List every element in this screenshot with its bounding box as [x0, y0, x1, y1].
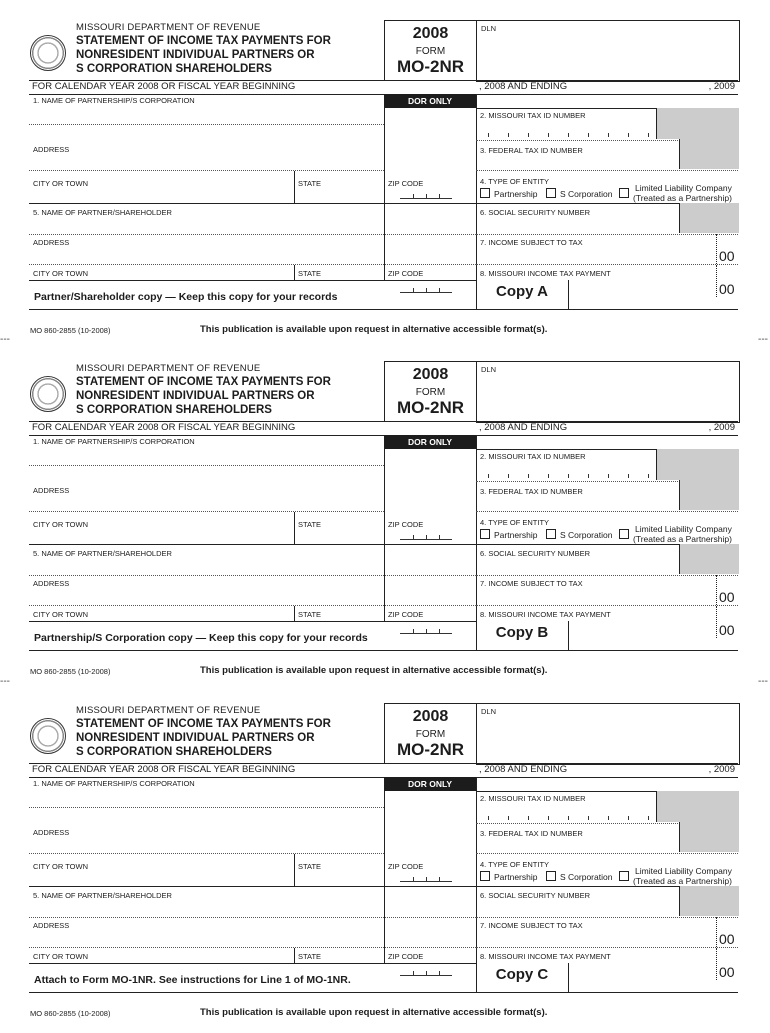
partner-state-field[interactable] [294, 606, 384, 621]
partner-name-field[interactable] [29, 203, 476, 235]
partnership-name-label: 1. NAME OF PARTNERSHIP/S CORPORATION [33, 437, 195, 446]
cents-divider [716, 265, 717, 297]
partnership-checkbox[interactable] [480, 529, 490, 539]
form-copy-b [0, 361, 770, 691]
partner-name-field[interactable] [29, 886, 476, 918]
llc-label: Limited Liability Company [635, 866, 732, 876]
copy-footer-text: Partnership/S Corporation copy — Keep this copy for your records [34, 632, 368, 644]
partnership-zip-field[interactable] [384, 512, 476, 544]
zip-label: ZIP CODE [388, 610, 424, 619]
state-label: STATE [298, 179, 322, 188]
city-label: CITY OR TOWN [33, 179, 89, 188]
partnership-zip-field[interactable] [384, 854, 476, 886]
dln-label: DLN [481, 707, 497, 716]
address-label: ADDRESS [33, 238, 70, 247]
income-subject-label: 7. INCOME SUBJECT TO TAX [480, 579, 583, 588]
partnership-state-field[interactable] [294, 854, 384, 886]
missouri-tax-id-field[interactable] [476, 791, 738, 824]
ssn-field[interactable] [476, 203, 738, 235]
partnership-checkbox[interactable] [480, 871, 490, 881]
partnership-label: Partnership [494, 530, 538, 540]
partnership-name-label: 1. NAME OF PARTNERSHIP/S CORPORATION [33, 96, 195, 105]
missouri-tax-id-label: 2. MISSOURI TAX ID NUMBER [480, 111, 586, 120]
partner-address-field[interactable] [29, 575, 476, 606]
partnership-name-field[interactable] [29, 94, 384, 125]
zip-label: ZIP CODE [388, 269, 424, 278]
partner-zip-field[interactable] [384, 265, 476, 280]
tax-id-ticks [488, 133, 648, 137]
city-label: CITY OR TOWN [33, 269, 89, 278]
calendar-year-label: FOR CALENDAR YEAR 2008 OR FISCAL YEAR BEGINNING [32, 422, 296, 433]
partner-city-field[interactable] [29, 606, 294, 621]
entity-type-label: 4. TYPE OF ENTITY [480, 518, 550, 527]
entity-type-field [476, 171, 738, 203]
partner-zip-field[interactable] [384, 948, 476, 963]
partner-state-field[interactable] [294, 265, 384, 280]
cents-value: 00 [719, 248, 735, 264]
shaded-area [656, 791, 739, 822]
partnership-label: Partnership [494, 189, 538, 199]
department-name: MISSOURI DEPARTMENT OF REVENUE [76, 705, 261, 716]
department-name: MISSOURI DEPARTMENT OF REVENUE [76, 22, 261, 33]
partner-city-field[interactable] [29, 265, 294, 280]
copy-label: Copy C [476, 963, 569, 992]
ssn-field[interactable] [476, 544, 738, 576]
ssn-field[interactable] [476, 886, 738, 918]
dln-field[interactable] [476, 361, 740, 423]
fiscal-year-row [29, 80, 738, 95]
address-label: ADDRESS [33, 486, 70, 495]
city-label: CITY OR TOWN [33, 952, 89, 961]
cents-value: 00 [719, 281, 735, 297]
entity-type-label: 4. TYPE OF ENTITY [480, 860, 550, 869]
state-label: STATE [298, 610, 322, 619]
accessibility-note: This publication is available upon request in alternative accessible format(s). [200, 665, 548, 676]
llc-note: (Treated as a Partnership) [633, 876, 732, 886]
form-title-line-3: S CORPORATION SHAREHOLDERS [76, 746, 272, 758]
state-label: STATE [298, 952, 322, 961]
cents-value: 00 [719, 589, 735, 605]
end-year-label: , 2009 [708, 764, 735, 775]
tax-id-ticks [488, 816, 648, 820]
state-label: STATE [298, 862, 322, 871]
partner-name-label: 5. NAME OF PARTNER/SHAREHOLDER [33, 891, 172, 900]
cents-value: 00 [719, 622, 735, 638]
form-title-line-2: NONRESIDENT INDIVIDUAL PARTNERS OR [76, 732, 315, 744]
shaded-area [679, 139, 739, 169]
form-title-line-2: NONRESIDENT INDIVIDUAL PARTNERS OR [76, 49, 315, 61]
tear-mark-left: --- [0, 676, 10, 687]
tax-year: 2008 [412, 366, 449, 383]
form-grid [29, 435, 738, 651]
calendar-year-label: FOR CALENDAR YEAR 2008 OR FISCAL YEAR BEGINNING [32, 81, 296, 92]
tear-mark-right: --- [758, 334, 768, 345]
partnership-city-field[interactable] [29, 171, 294, 203]
tax-year: 2008 [412, 25, 449, 42]
partnership-state-field[interactable] [294, 512, 384, 544]
zip-ticks [400, 877, 452, 882]
form-label: FORM [415, 729, 446, 740]
form-number: MO-2NR [396, 740, 465, 759]
cents-divider [716, 948, 717, 980]
entity-type-field [476, 512, 738, 544]
s-corporation-checkbox[interactable] [546, 188, 556, 198]
divider [29, 963, 476, 964]
city-label: CITY OR TOWN [33, 862, 89, 871]
form-id: MO 860-2855 (10-2008) [30, 1009, 111, 1018]
shaded-area [679, 480, 739, 510]
s-corporation-checkbox[interactable] [546, 529, 556, 539]
end-year-label: , 2009 [708, 81, 735, 92]
dor-only-label: DOR ONLY [384, 777, 476, 791]
form-title-line-3: S CORPORATION SHAREHOLDERS [76, 63, 272, 75]
payment-label: 8. MISSOURI INCOME TAX PAYMENT [480, 952, 611, 961]
partnership-zip-field[interactable] [384, 171, 476, 203]
copy-label: Copy A [476, 280, 569, 309]
shaded-area [656, 449, 739, 480]
partner-name-label: 5. NAME OF PARTNER/SHAREHOLDER [33, 208, 172, 217]
partner-address-field[interactable] [29, 234, 476, 265]
partnership-city-field[interactable] [29, 854, 294, 886]
divider [29, 621, 476, 622]
copy-footer-text: Partner/Shareholder copy — Keep this copy for your records [34, 291, 338, 303]
address-label: ADDRESS [33, 145, 70, 154]
and-ending-label: , 2008 AND ENDING [479, 81, 568, 92]
partnership-address-field[interactable] [29, 808, 384, 854]
federal-tax-id-field[interactable] [476, 481, 738, 512]
cents-value: 00 [719, 964, 735, 980]
llc-checkbox[interactable] [619, 529, 629, 539]
shaded-area [679, 886, 739, 916]
entity-type-field [476, 854, 738, 886]
copy-footer-text: Attach to Form MO-1NR. See instructions for Line 1 of MO-1NR. [34, 974, 351, 986]
partnership-city-field[interactable] [29, 512, 294, 544]
cents-value: 00 [719, 931, 735, 947]
s-corporation-label: S Corporation [560, 530, 613, 540]
divider [29, 280, 476, 281]
shaded-area [679, 822, 739, 852]
llc-note: (Treated as a Partnership) [633, 534, 732, 544]
tear-mark-left: --- [0, 334, 10, 345]
ssn-label: 6. SOCIAL SECURITY NUMBER [480, 891, 591, 900]
and-ending-label: , 2008 AND ENDING [479, 422, 568, 433]
federal-tax-id-field[interactable] [476, 823, 738, 854]
zip-ticks [400, 971, 452, 976]
form-grid [29, 94, 738, 310]
form-title-line-1: STATEMENT OF INCOME TAX PAYMENTS FOR [76, 35, 331, 47]
accessibility-note: This publication is available upon request in alternative accessible format(s). [200, 1007, 548, 1018]
income-subject-to-tax-field[interactable] [476, 575, 738, 606]
cents-divider [716, 606, 717, 638]
federal-tax-id-label: 3. FEDERAL TAX ID NUMBER [480, 146, 583, 155]
partnership-name-field[interactable] [29, 435, 384, 466]
llc-label: Limited Liability Company [635, 524, 732, 534]
missouri-seal-icon [30, 376, 66, 412]
form-number: MO-2NR [396, 57, 465, 76]
zip-label: ZIP CODE [388, 862, 424, 871]
calendar-year-label: FOR CALENDAR YEAR 2008 OR FISCAL YEAR BEGINNING [32, 764, 296, 775]
income-subject-label: 7. INCOME SUBJECT TO TAX [480, 921, 583, 930]
dln-label: DLN [481, 365, 497, 374]
form-id: MO 860-2855 (10-2008) [30, 667, 111, 676]
federal-tax-id-label: 3. FEDERAL TAX ID NUMBER [480, 829, 583, 838]
shaded-area [656, 108, 739, 139]
form-label: FORM [415, 46, 446, 57]
form-id-box [384, 20, 477, 81]
copy-label: Copy B [476, 621, 569, 650]
form-id-box [384, 703, 477, 764]
city-label: CITY OR TOWN [33, 610, 89, 619]
and-ending-label: , 2008 AND ENDING [479, 764, 568, 775]
cents-divider [716, 234, 717, 264]
zip-label: ZIP CODE [388, 952, 424, 961]
zip-ticks [400, 535, 452, 540]
address-label: ADDRESS [33, 921, 70, 930]
llc-label: Limited Liability Company [635, 183, 732, 193]
partner-name-label: 5. NAME OF PARTNER/SHAREHOLDER [33, 549, 172, 558]
dln-field[interactable] [476, 703, 740, 765]
partnership-address-field[interactable] [29, 125, 384, 171]
dor-only-label: DOR ONLY [384, 435, 476, 449]
missouri-tax-id-label: 2. MISSOURI TAX ID NUMBER [480, 452, 586, 461]
payment-label: 8. MISSOURI INCOME TAX PAYMENT [480, 610, 611, 619]
end-year-label: , 2009 [708, 422, 735, 433]
partner-zip-field[interactable] [384, 606, 476, 621]
form-copy-c [0, 703, 770, 1033]
form-title-line-1: STATEMENT OF INCOME TAX PAYMENTS FOR [76, 718, 331, 730]
missouri-seal-icon [30, 718, 66, 754]
missouri-tax-id-label: 2. MISSOURI TAX ID NUMBER [480, 794, 586, 803]
s-corporation-label: S Corporation [560, 872, 613, 882]
ssn-label: 6. SOCIAL SECURITY NUMBER [480, 208, 591, 217]
form-id: MO 860-2855 (10-2008) [30, 326, 111, 335]
income-subject-to-tax-field[interactable] [476, 917, 738, 948]
missouri-tax-id-field[interactable] [476, 108, 738, 141]
payment-label: 8. MISSOURI INCOME TAX PAYMENT [480, 269, 611, 278]
form-grid [29, 777, 738, 993]
partner-name-field[interactable] [29, 544, 476, 576]
cents-divider [716, 575, 717, 605]
address-label: ADDRESS [33, 579, 70, 588]
dln-field[interactable] [476, 20, 740, 82]
tear-mark-right: --- [758, 676, 768, 687]
llc-note: (Treated as a Partnership) [633, 193, 732, 203]
cents-divider [716, 917, 717, 947]
form-title-line-3: S CORPORATION SHAREHOLDERS [76, 404, 272, 416]
federal-tax-id-field[interactable] [476, 140, 738, 171]
form-copy-a [0, 20, 770, 350]
dor-only-label: DOR ONLY [384, 94, 476, 108]
zip-label: ZIP CODE [388, 179, 424, 188]
tax-id-ticks [488, 474, 648, 478]
accessibility-note: This publication is available upon request in alternative accessible format(s). [200, 324, 548, 335]
zip-label: ZIP CODE [388, 520, 424, 529]
s-corporation-checkbox[interactable] [546, 871, 556, 881]
city-label: CITY OR TOWN [33, 520, 89, 529]
form-title-line-2: NONRESIDENT INDIVIDUAL PARTNERS OR [76, 390, 315, 402]
s-corporation-label: S Corporation [560, 189, 613, 199]
zip-ticks [400, 194, 452, 199]
form-title-line-1: STATEMENT OF INCOME TAX PAYMENTS FOR [76, 376, 331, 388]
entity-type-label: 4. TYPE OF ENTITY [480, 177, 550, 186]
zip-ticks [400, 629, 452, 634]
form-label: FORM [415, 387, 446, 398]
ssn-label: 6. SOCIAL SECURITY NUMBER [480, 549, 591, 558]
partnership-checkbox[interactable] [480, 188, 490, 198]
form-number: MO-2NR [396, 398, 465, 417]
shaded-area [679, 544, 739, 574]
llc-checkbox[interactable] [619, 188, 629, 198]
income-subject-to-tax-field[interactable] [476, 234, 738, 265]
partnership-state-field[interactable] [294, 171, 384, 203]
llc-checkbox[interactable] [619, 871, 629, 881]
partnership-label: Partnership [494, 872, 538, 882]
fiscal-year-row [29, 421, 738, 436]
zip-ticks [400, 288, 452, 293]
shaded-area [679, 203, 739, 233]
dln-label: DLN [481, 24, 497, 33]
missouri-seal-icon [30, 35, 66, 71]
missouri-tax-id-field[interactable] [476, 449, 738, 482]
partnership-address-field[interactable] [29, 466, 384, 512]
partner-address-field[interactable] [29, 917, 476, 948]
partnership-name-label: 1. NAME OF PARTNERSHIP/S CORPORATION [33, 779, 195, 788]
form-id-box [384, 361, 477, 422]
address-label: ADDRESS [33, 828, 70, 837]
income-subject-label: 7. INCOME SUBJECT TO TAX [480, 238, 583, 247]
federal-tax-id-label: 3. FEDERAL TAX ID NUMBER [480, 487, 583, 496]
partner-state-field[interactable] [294, 948, 384, 963]
partnership-name-field[interactable] [29, 777, 384, 808]
tax-year: 2008 [412, 708, 449, 725]
department-name: MISSOURI DEPARTMENT OF REVENUE [76, 363, 261, 374]
fiscal-year-row [29, 763, 738, 778]
state-label: STATE [298, 520, 322, 529]
state-label: STATE [298, 269, 322, 278]
partner-city-field[interactable] [29, 948, 294, 963]
